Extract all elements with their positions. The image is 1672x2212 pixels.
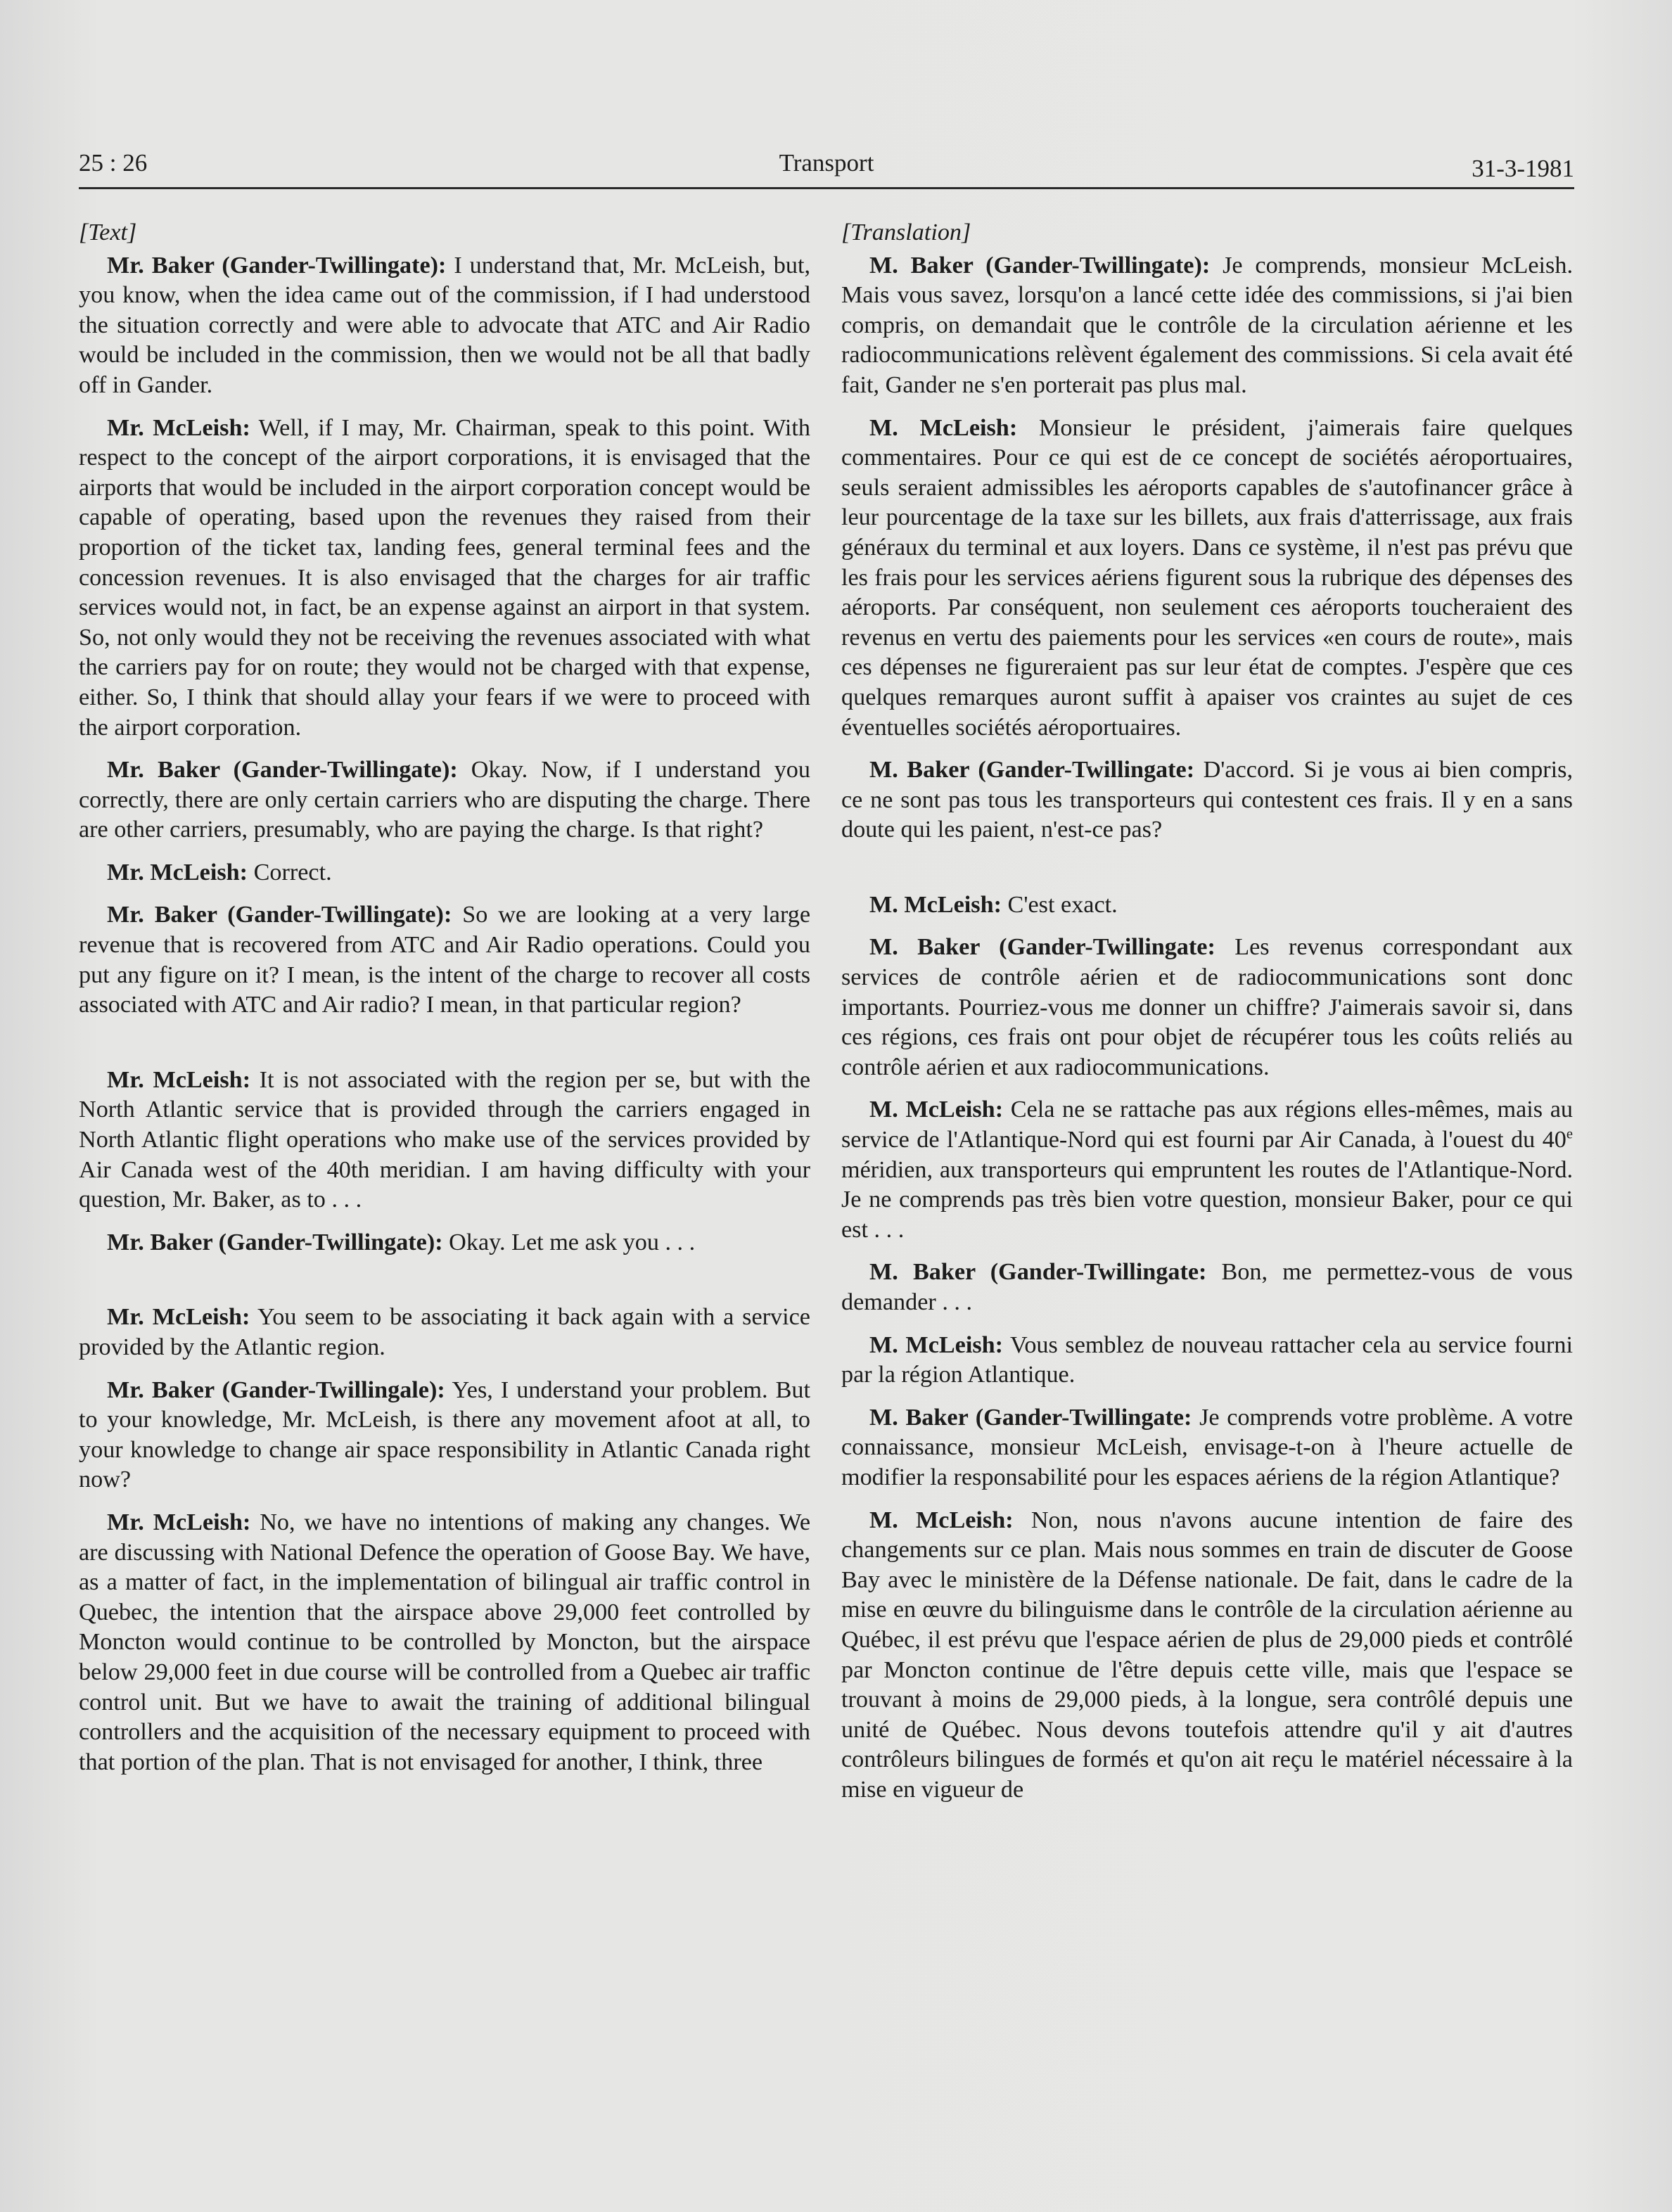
running-title: Transport [779,149,874,177]
page-number: 25 : 26 [79,149,148,177]
speaker: M. Baker (Gander-Twillingate: [869,934,1215,961]
speech: Monsieur le président, j'aimerais faire quelques commentaires. Pour ce qui est de ce concept de sociétés aéroportuaires, seuls seraient admissibles les aéroports capables de s'autofinancer grâce à leur pourcentage de la taxe sur les billets, aux frais d'atterrissage, aux frais généraux du terminal et aux loyers. Dans ce système, il n'est pas prévu que les frais pour les services aériens figurent sous la rubrique des dépenses des aéroports. Par conséquent, non seulement ces aéroports toucheraient des revenus en vertu des paiements pour les services «en cours de route», mais ces dépenses ne figureraient pas sur leur état de comptes. J'espère que ces quelques remarques auront suffit à apaiser vos craintes au sujet de ces éventuelles sociétés aéroportuaires. [841,414,1573,741]
speech: No, we have no intentions of making any changes. We are discussing with National Defence the operation of Goose Bay. We have, as a matter of fact, in the implementation of bilingual air traffic control in Quebec, the intention that the airspace above 29,000 feet controlled by Moncton would continue to be controlled by Moncton, but the airspace below 29,000 feet in due course will be controlled from a Quebec air traffic control unit. But we have to await the training of additional bilingual controllers and the acquisition of the necessary equipment to proceed with that portion of the plan. That is not envisaged for another, I think, three [79,1509,810,1775]
speech: Okay. Now, if I understand you correctly, there are only certain carriers who are disputing the charge. There are other carriers, presumably, who are paying the charge. Is that right? [79,757,810,843]
speaker: M. Baker (Gander-Twillingate: [869,1404,1192,1431]
paragraph [841,1331,1573,1391]
speaker: M. Baker (Gander-Twillingate: [869,757,1195,784]
speech: Correct. [248,859,332,886]
speaker: M. Baker (Gander-Twillingate: [869,1259,1207,1286]
paragraph [841,1258,1573,1317]
paragraph [79,251,810,401]
paragraph [79,414,810,743]
paragraph [841,1403,1573,1493]
paragraph [79,1303,810,1362]
speech: I understand that, Mr. McLeish, but, you know, when the idea came out of the commission, if I had understood the situation correctly and were able to advocate that ATC and Air Radio would be included in the commission, then we would not be all that badly off in Gander. [79,252,810,398]
speech: Vous semblez de nouveau rattacher cela au service fourni par la région Atlantique. [841,1331,1573,1388]
speaker: M. McLeish: [869,891,1002,918]
speaker: Mr. Baker (Gander-Twillingate): [107,252,447,279]
speech: Well, if I may, Mr. Chairman, speak to this point. With respect to the concept of the airport corporations, it is envisaged that the airports that would be included in the airport corporation concept would be capable of operating, based upon the revenues they raised from their proportion of the ticket tax, landing fees, general terminal fees and the concession revenues. It is also envisaged that the charges for air traffic services would not, in fact, be an expense against an airport in that system. So, not only would they not be receiving the revenues associated with what the carriers pay for on route; they would not be charged with that expense, either. So, I think that should allay your fears if we were to proceed with the airport corporation. [79,414,810,741]
paragraph [841,755,1573,845]
speaker: M. McLeish: [869,1507,1014,1533]
speech-continued: méridien, aux transporteurs qui empruntent les routes de l'Atlantique-Nord. Je ne comprends pas très bien votre question, monsieur Baker, pour ce qui est . . . [841,1156,1573,1243]
page-date: 31-3-1981 [1472,155,1574,182]
speech: C'est exact. [1001,891,1118,918]
paragraph [79,900,810,1020]
paragraph [79,1376,810,1495]
paragraph [841,1506,1573,1805]
speaker: Mr. Baker (Gander-Twillingale): [107,1376,445,1403]
paragraph [79,858,810,888]
superscript: e [1566,1126,1573,1142]
speaker: M. Baker (Gander-Twillingate): [869,252,1211,279]
paragraph [841,933,1573,1082]
column-tag: [Text] [79,219,137,245]
page-header [79,149,1574,189]
french-column [841,218,1573,1818]
speech: Cela ne se rattache pas aux régions elles-mêmes, mais au service de l'Atlantique-Nord qui est fourni par Air Canada, à l'ouest du 40 [841,1097,1573,1153]
speaker: M. McLeish: [869,414,1018,441]
english-column [79,218,810,1790]
speech: Bon, me permettez-vous de vous demander . . . [841,1259,1573,1315]
paragraph [841,251,1573,401]
speech: Okay. Let me ask you . . . [442,1229,696,1255]
speech: Les revenus correspondant aux services de contrôle aérien et de radiocommunications sont donc importants. Pourriez-vous me donner un chiffre? J'aimerais savoir si, dans ces régions, ces frais ont pour objet de récupérer tous les coûts reliés au contrôle aérien et aux radiocommunications. [841,934,1574,1080]
speaker: Mr. Baker (Gander-Twillingate): [107,757,458,784]
paragraph [841,1095,1573,1245]
speaker: Mr. Baker (Gander-Twillingate): [107,1229,443,1255]
speech: D'accord. Si je vous ai bien compris, ce ne sont pas tous les transporteurs qui contestent ces frais. Il y en a sans doute qui les paient, n'est-ce pas? [841,757,1574,843]
speaker: Mr. McLeish: [107,1304,250,1331]
speaker: Mr. McLeish: [107,414,250,441]
speech: So we are looking at a very large revenue that is recovered from ATC and Air Radio operations. Could you put any figure on it? I mean, is the intent of the charge to recover all costs associated with ATC and Air radio? I mean, in that particular region? [79,902,810,1018]
column-tag: [Translation] [841,219,971,245]
speech: You seem to be associating it back again with a service provided by the Atlantic region. [79,1304,810,1360]
paragraph [841,890,1573,921]
speech: Je comprends, monsieur McLeish. Mais vous savez, lorsqu'on a lancé cette idée des commissions, si j'ai bien compris, on demandait que le contrôle de la circulation aérienne et les radiocommunications relèvent également des commissions. Si cela avait été fait, Gander ne s'en porterait pas plus mal. [841,252,1573,398]
speaker: M. McLeish: [869,1097,1004,1123]
paragraph [79,1066,810,1215]
paragraph [79,755,810,845]
speaker: Mr. McLeish: [107,1509,251,1535]
paragraph [79,1508,810,1777]
speaker: Mr. McLeish: [107,1066,251,1093]
paragraph [841,414,1573,743]
speaker: Mr. McLeish: [107,859,248,886]
speech: It is not associated with the region per se, but with the North Atlantic service that is provided through the carriers engaged in North Atlantic flight operations who make use of the services provided by Air Canada west of the 40th meridian. I am having difficulty with your question, Mr. Baker, as to . . . [79,1066,810,1213]
speech: Yes, I understand your problem. But to your knowledge, Mr. McLeish, is there any movement afoot at all, to your knowledge to change air space responsibility in Atlantic Canada right now? [79,1376,811,1493]
speech: Non, nous n'avons aucune intention de faire des changements sur ce plan. Mais nous sommes en train de discuter de Goose Bay avec le ministère de la Défense nationale. De fait, dans le cadre de la mise en œuvre du bilinguisme dans le contrôle de la circulation aérienne au Québec, il est prévu que l'espace aérien de plus de 29,000 pieds et contrôlé par Moncton continue de l'être depuis cette ville, mais que l'espace se trouvant à moins de 29,000 pieds, à la longue, sera contrôlé depuis une unité de Québec. Nous devons toutefois attendre qu'il y ait d'autres contrôleurs bilingues de formés et qu'on ait reçu le matériel nécessaire à la mise en vigueur de [841,1507,1574,1803]
speaker: Mr. Baker (Gander-Twillingate): [107,902,452,928]
paragraph [79,1228,810,1258]
speech: Je comprends votre problème. A votre connaissance, monsieur McLeish, envisage-t-on à l'heure actuelle de modifier la responsabilité pour les espaces aériens de la région Atlantique? [841,1404,1573,1490]
speaker: M. McLeish: [869,1331,1004,1358]
